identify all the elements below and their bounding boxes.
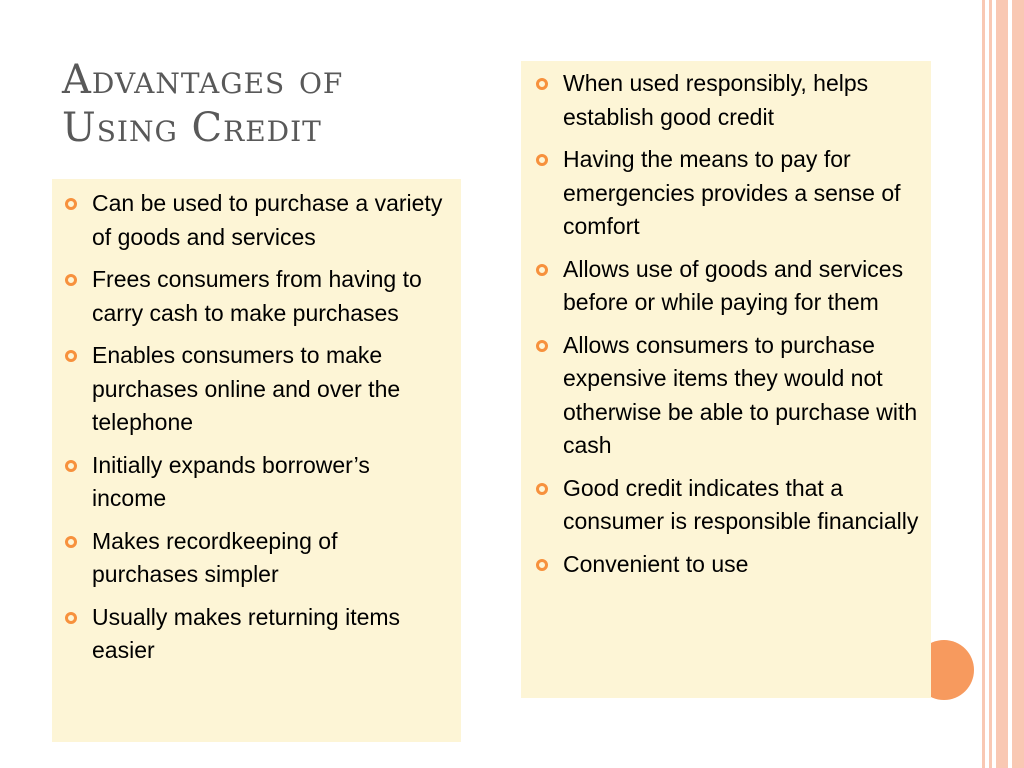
circle-bullet-icon	[65, 536, 77, 548]
list-item-text: When used responsibly, helps establish good credit	[563, 70, 869, 130]
circle-bullet-icon	[65, 460, 77, 472]
circle-bullet-icon	[536, 559, 548, 571]
list-item-text: Usually makes returning items easier	[92, 603, 401, 663]
list-item	[563, 143, 921, 244]
circle-bullet-icon	[536, 264, 548, 276]
slide-title	[62, 56, 482, 152]
stripe	[996, 0, 1008, 768]
list-item	[563, 329, 921, 463]
circle-bullet-icon	[65, 350, 77, 362]
right-bullet-list	[521, 61, 931, 581]
list-item	[563, 253, 921, 320]
circle-bullet-icon	[536, 483, 548, 495]
circle-bullet-icon	[65, 274, 77, 286]
list-item	[563, 548, 921, 582]
right-text-box	[521, 61, 931, 698]
list-item-text: Good credit indicates that a consumer is responsible financially	[563, 474, 919, 534]
title-line-1: Advantages of	[62, 57, 344, 103]
list-item	[92, 263, 447, 330]
list-item	[92, 339, 447, 440]
stripe	[982, 0, 985, 768]
list-item	[92, 187, 447, 254]
list-item	[563, 67, 921, 134]
list-item-text: Allows use of goods and services before or while paying for them	[563, 255, 904, 315]
list-item	[92, 449, 447, 516]
list-item-text: Having the means to pay for emergencies provides a sense of comfort	[563, 146, 901, 239]
list-item-text: Makes recordkeeping of purchases simpler	[92, 527, 338, 587]
stripe	[1012, 0, 1024, 768]
circle-bullet-icon	[65, 612, 77, 624]
list-item	[563, 472, 921, 539]
title-line-2: Using Credit	[62, 105, 322, 151]
list-item-text: Enables consumers to make purchases online and over the telephone	[92, 342, 401, 435]
list-item-text: Can be used to purchase a variety of goods and services	[92, 190, 443, 250]
list-item	[92, 525, 447, 592]
list-item-text: Frees consumers from having to carry cash to make purchases	[92, 266, 422, 326]
list-item	[92, 601, 447, 668]
stripe	[989, 0, 992, 768]
circle-bullet-icon	[536, 78, 548, 90]
decorative-stripes	[982, 0, 1024, 768]
circle-bullet-icon	[536, 154, 548, 166]
list-item-text: Allows consumers to purchase expensive items they would not otherwise be able to purchase with cash	[563, 331, 918, 458]
left-text-box	[52, 179, 461, 742]
list-item-text: Convenient to use	[563, 550, 749, 577]
left-bullet-list	[52, 179, 461, 668]
list-item-text: Initially expands borrower’s income	[92, 451, 370, 511]
circle-bullet-icon	[536, 340, 548, 352]
circle-bullet-icon	[65, 198, 77, 210]
